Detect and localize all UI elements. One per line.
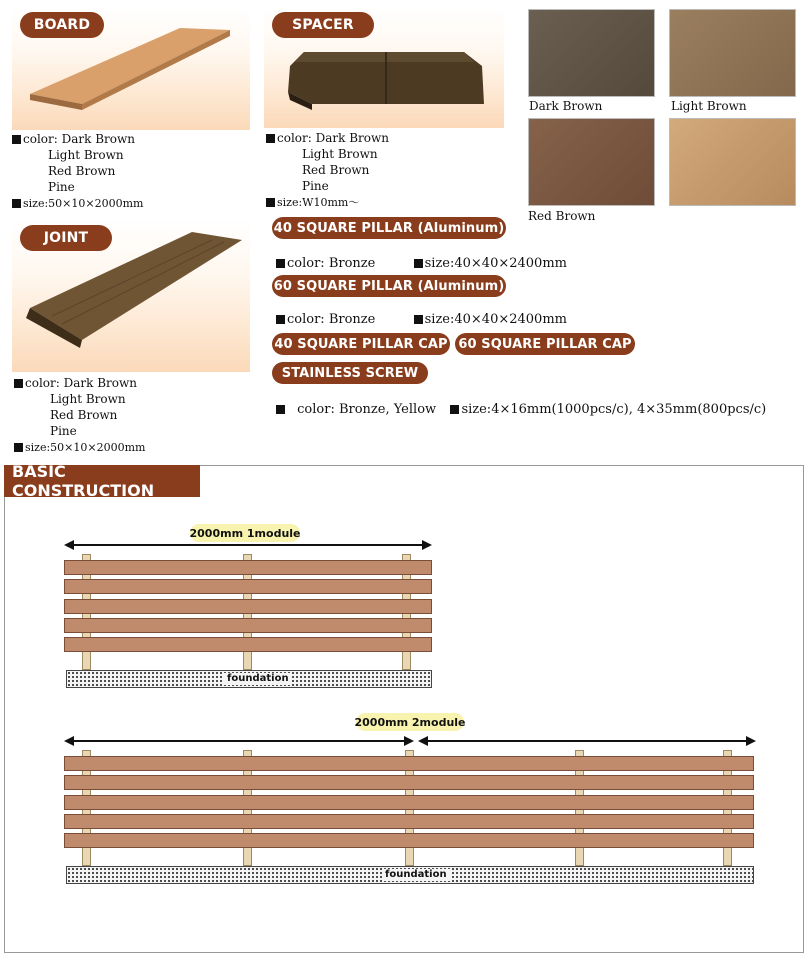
square-bullet-icon (14, 379, 23, 388)
spacer-size: size:W10mm～ (277, 196, 360, 209)
square-bullet-icon (414, 259, 423, 268)
spacer-color-label: color: Dark Brown (277, 131, 389, 145)
module2-arrow-right (418, 735, 756, 747)
square-bullet-icon (276, 259, 285, 268)
module2-modules: 2module (411, 715, 466, 729)
fence-plank (64, 814, 754, 829)
spacer-color-item: Pine (302, 179, 329, 193)
joint-color-item: Red Brown (50, 408, 118, 422)
board-title: BOARD (20, 12, 104, 38)
spacer-title: SPACER (272, 12, 374, 38)
pillar40-size: size:40×40×2400mm (424, 256, 567, 271)
fence-plank (64, 579, 432, 594)
fence-plank (64, 795, 754, 810)
foundation-label: foundation (224, 673, 292, 685)
square-bullet-icon (276, 405, 285, 414)
fence-plank (64, 560, 432, 575)
board-size: size:50×10×2000mm (23, 197, 144, 210)
screw-spec (276, 402, 766, 418)
board-color-item: Pine (48, 180, 75, 194)
module1-modules: 1module (246, 526, 301, 540)
swatch-label: Red Brown (528, 209, 596, 223)
pillar40-title: 40 SQUARE PILLAR (Aluminum) (272, 217, 506, 239)
joint-title: JOINT (20, 225, 112, 251)
swatch-label: Dark Brown (529, 99, 603, 113)
pillar60-color: color: Bronze (287, 312, 376, 327)
foundation-label: foundation (382, 869, 450, 881)
pillar60-title: 60 SQUARE PILLAR (Aluminum) (272, 275, 506, 297)
fence-plank (64, 618, 432, 633)
module2-arrow-left (64, 735, 414, 747)
square-bullet-icon (266, 134, 275, 143)
board-color-item: Red Brown (48, 164, 116, 178)
square-bullet-icon (450, 405, 459, 414)
spacer-color-item: Red Brown (302, 163, 370, 177)
module1-arrow (64, 539, 432, 551)
swatch-label: Light Brown (671, 99, 747, 113)
module2-dimension: 2000mm (354, 715, 409, 729)
board-spec (12, 131, 143, 212)
board-color-label: color: Dark Brown (23, 132, 135, 146)
board-color-item: Light Brown (48, 148, 124, 162)
pillar40-spec (276, 256, 567, 272)
fence-plank (64, 637, 432, 652)
square-bullet-icon (276, 315, 285, 324)
square-bullet-icon (12, 199, 21, 208)
construction-title: BASIC CONSTRUCTION (4, 465, 200, 497)
cap40-title: 40 SQUARE PILLAR CAP (272, 333, 450, 355)
fence-plank (64, 599, 432, 614)
pillar60-size: size:40×40×2400mm (424, 312, 567, 327)
swatch-light-brown (669, 9, 796, 97)
joint-color-label: color: Dark Brown (25, 376, 137, 390)
square-bullet-icon (12, 135, 21, 144)
spacer-spec (266, 130, 389, 211)
square-bullet-icon (266, 198, 275, 207)
cap60-title: 60 SQUARE PILLAR CAP (455, 333, 635, 355)
module1-dimension: 2000mm (189, 526, 244, 540)
screw-title: STAINLESS SCREW (272, 362, 428, 384)
joint-spec (14, 375, 145, 456)
joint-color-item: Light Brown (50, 392, 126, 406)
joint-color-item: Pine (50, 424, 77, 438)
square-bullet-icon (14, 443, 23, 452)
screw-color: color: Bronze, Yellow (297, 402, 437, 417)
fence-plank (64, 833, 754, 848)
square-bullet-icon (414, 315, 423, 324)
fence-plank (64, 775, 754, 790)
joint-size: size:50×10×2000mm (25, 441, 146, 454)
pillar60-spec (276, 312, 567, 328)
swatch-red-brown (528, 118, 655, 206)
swatch-dark-brown (528, 9, 655, 97)
swatch-pine (669, 118, 796, 206)
fence-plank (64, 756, 754, 771)
pillar40-color: color: Bronze (287, 256, 376, 271)
screw-size: size:4×16mm(1000pcs/c), 4×35mm(800pcs/c) (461, 402, 767, 417)
module2-label (356, 713, 464, 731)
spacer-color-item: Light Brown (302, 147, 378, 161)
